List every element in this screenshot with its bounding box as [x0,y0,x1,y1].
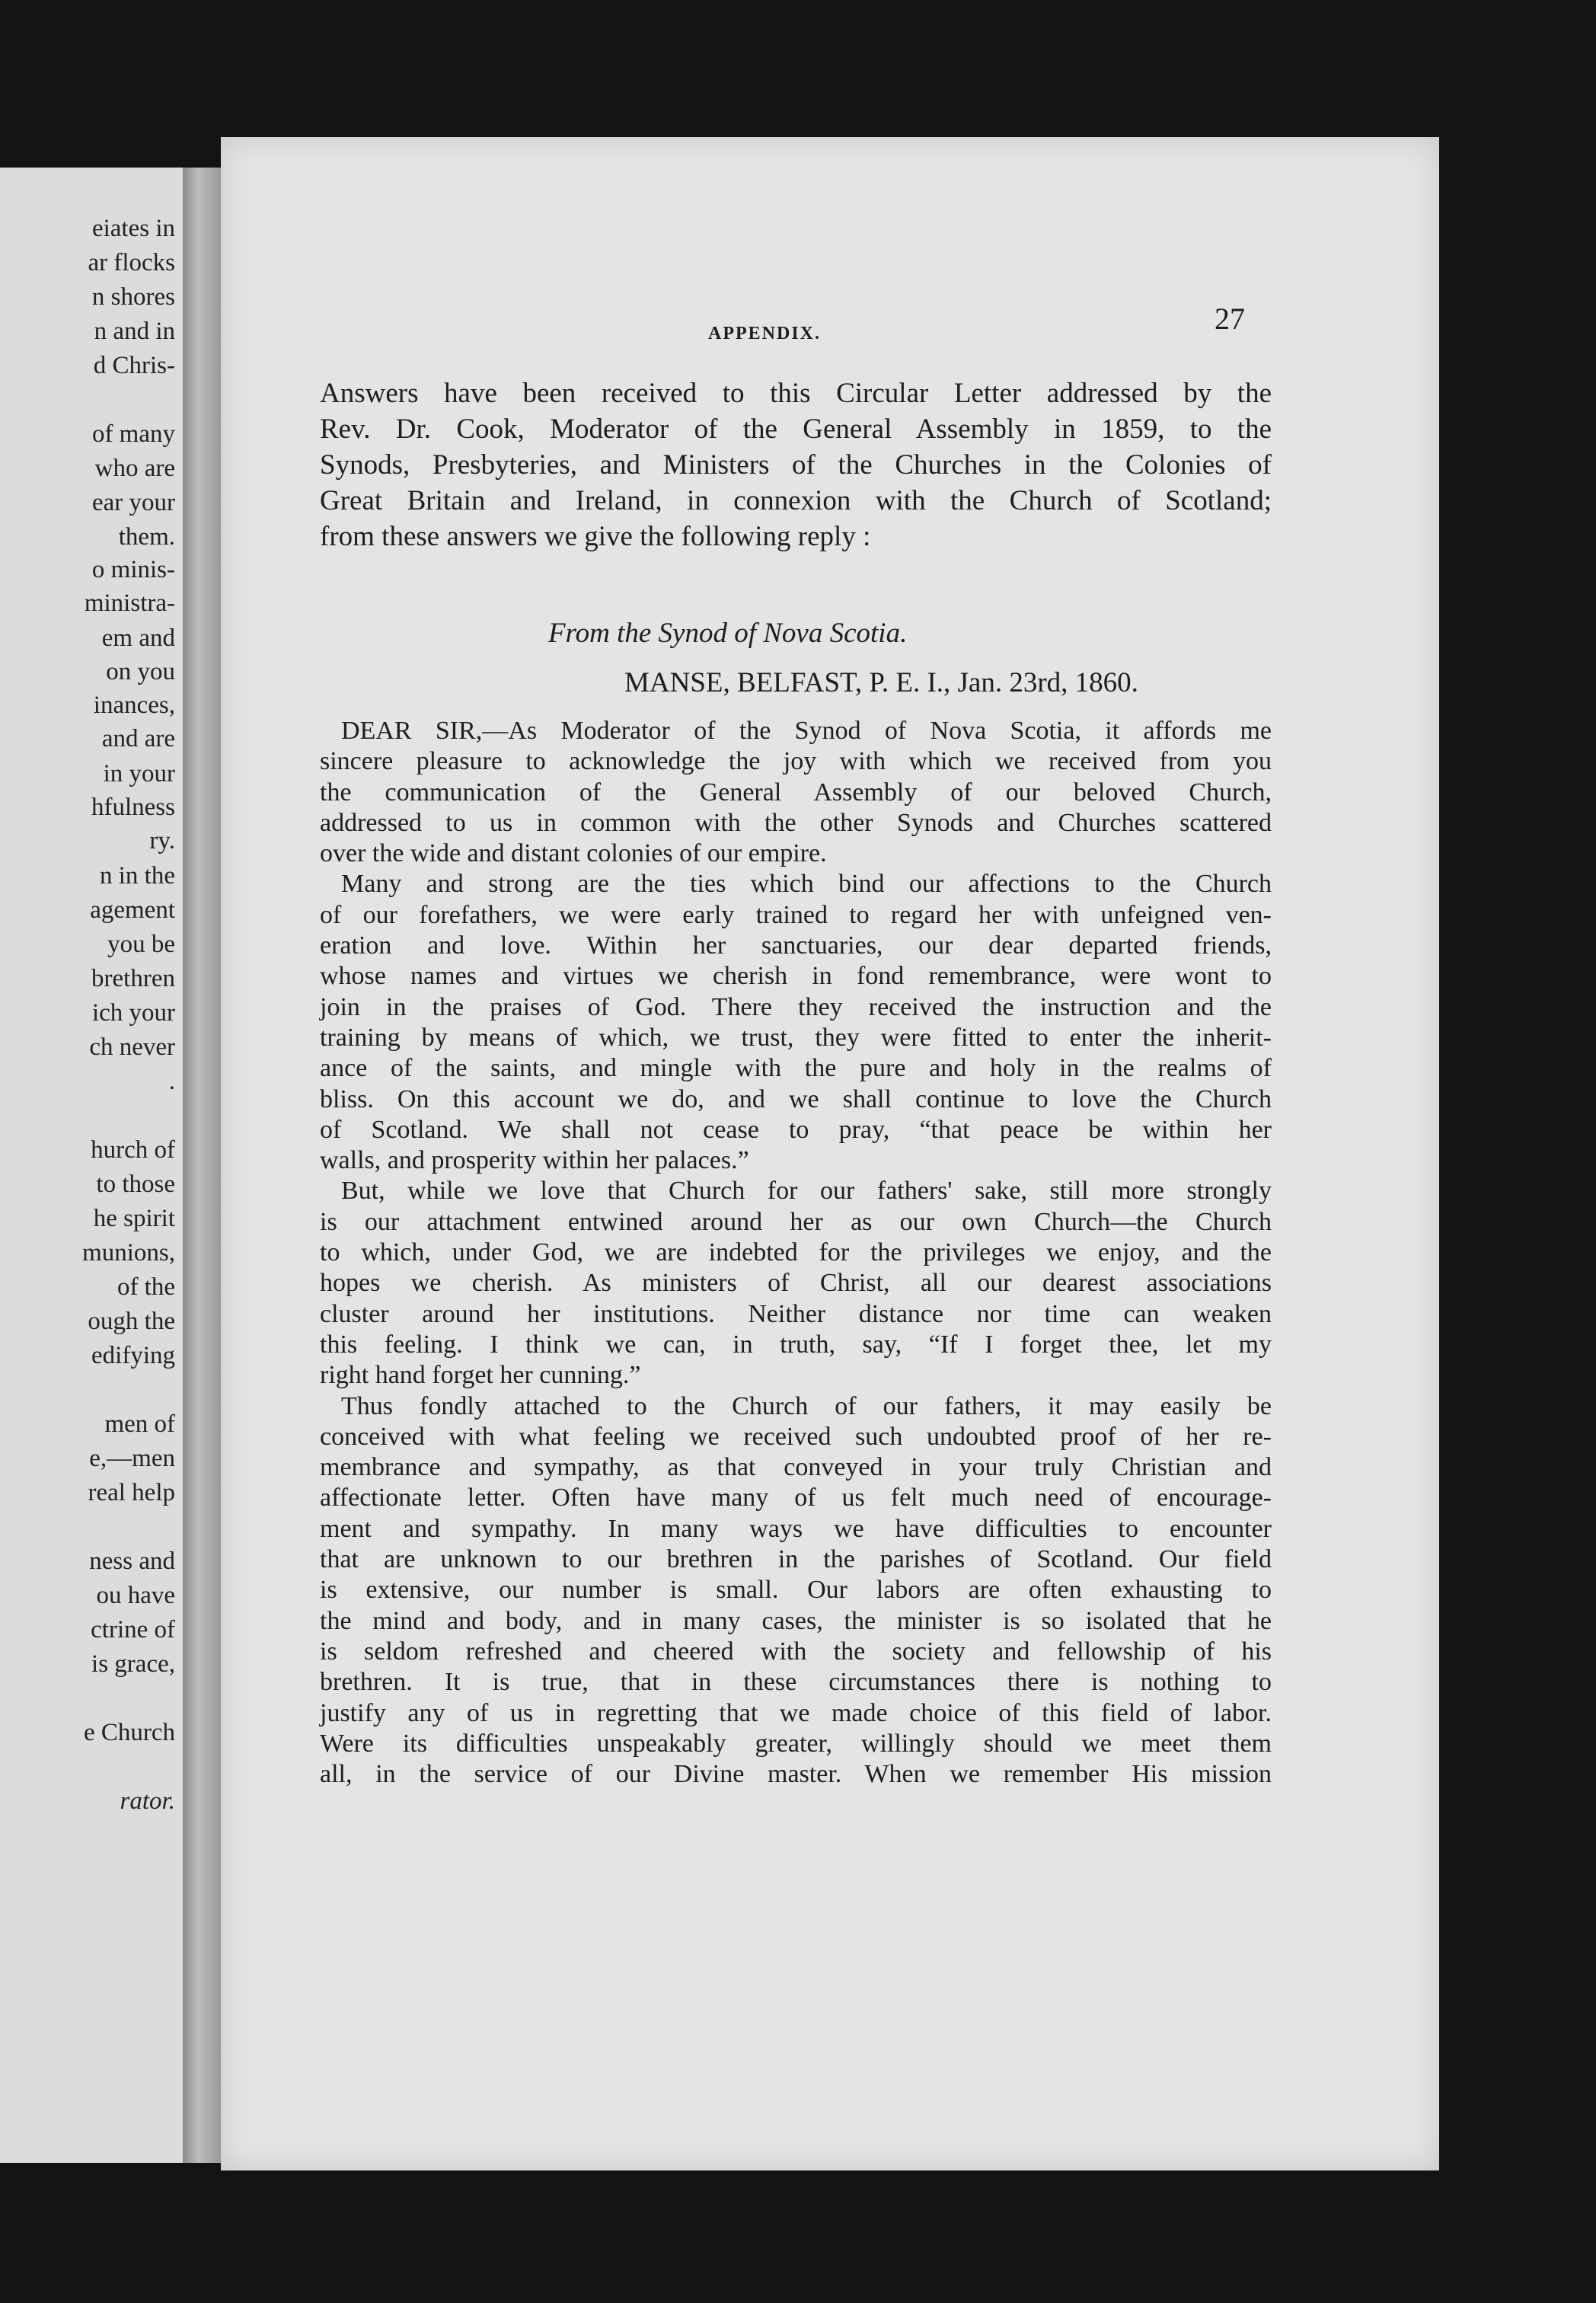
text-line: Thus fondly attached to the Church of our fathers, it may easily be [341,1391,1272,1420]
text-line: cluster around her institutions. Neither distance nor time can weaken [320,1299,1272,1328]
facing-page-line: ar flocks [88,249,175,276]
facing-page-line: n shores [91,283,175,311]
facing-page-line: ear your [91,489,175,516]
facing-page-line: agement [90,896,175,924]
text-line: Many and strong are the ties which bind our affections to the Church [341,870,1272,899]
facing-page-line: of the [117,1273,175,1301]
text-line: from these answers we give the following reply : [320,521,871,552]
salutation: DEAR SIR, [341,717,483,745]
text-line: eration and love. Within her sanctuaries, our dear departed friends, [320,931,1272,960]
text-line: this feeling. I think we can, in truth, say, “If I forget thee, let my [320,1330,1272,1359]
facing-page-line: e Church [83,1719,175,1746]
facing-page-line: ich your [91,999,175,1027]
text-line: the mind and body, and in many cases, the minister is so isolated that he [320,1606,1272,1635]
text-line: right hand forget her cunning.” [320,1361,641,1390]
facing-page-line: n and in [94,318,175,345]
text-line: addressed to us in common with the other Synods and Churches scattered [320,808,1272,837]
facing-page-line: brethren [91,965,175,992]
facing-page-line: in your [103,760,175,787]
facing-page-line: munions, [82,1239,175,1266]
section-heading: From the Synod of Nova Scotia. [548,618,908,649]
facing-page-line: on you [106,658,175,685]
text-line: Answers have been received to this Circular Letter addressed by the [320,378,1272,409]
page-number: 27 [1215,302,1245,336]
facing-page-line: ry. [149,827,175,854]
facing-page-line: he spirit [93,1205,175,1232]
text-line: affectionate letter. Often have many of us felt much need of encourage- [320,1484,1272,1512]
text-line: Rev. Dr. Cook, Moderator of the General Assembly in 1859, to the [320,414,1272,445]
header-label: APPENDIX. [708,324,821,343]
text-line: all, in the service of our Divine master. When we remember His mission [320,1760,1272,1789]
intro-paragraph [320,375,1272,554]
text-line: bliss. On this account we do, and we shall continue to love the Church [320,1084,1272,1113]
text-line: that are unknown to our brethren in the parishes of Scotland. Our field [320,1545,1272,1574]
text-line: walls, and prosperity within her palaces.” [320,1146,749,1175]
facing-page-line: ness and [89,1548,175,1575]
facing-page-line: who are [94,455,175,482]
text-line: of Scotland. We shall not cease to pray, “that peace be within her [320,1115,1272,1144]
facing-page [0,168,183,2163]
facing-page-line: inances, [93,692,175,719]
facing-page-line: n in the [100,862,175,890]
text-line: conceived with what feeling we received such undoubted proof of her re- [320,1422,1272,1451]
text-line: membrance and sympathy, as that conveyed in your truly Christian and [320,1453,1272,1482]
letter-body [320,716,1272,1790]
text-line: But, while we love that Church for our fathers' sake, still more strongly [341,1177,1272,1206]
text-line: Were its difficulties unspeakably greater, willingly should we meet them [320,1729,1272,1758]
facing-page-line: is grace, [91,1650,175,1678]
facing-page-line: ough the [88,1308,175,1335]
text-line: of our forefathers, we were early trained to regard her with unfeigned ven- [320,900,1272,929]
text-line: the communication of the General Assembly of our beloved Church, [320,778,1272,807]
facing-page-line: ministra- [84,589,175,617]
facing-page-line: edifying [91,1342,175,1369]
text-line: justify any of us in regretting that we made choice of this field of labor. [320,1698,1272,1727]
text-line: ment and sympathy. In many ways we have difficulties to encounter [320,1514,1272,1543]
facing-page-line: of many [91,420,175,448]
facing-page-line: d Chris- [93,352,175,379]
facing-page-line: o minis- [91,556,175,583]
letter-dateline: MANSE, BELFAST, P. E. I., Jan. 23rd, 1860. [624,667,1138,698]
text-line: sincere pleasure to acknowledge the joy with which we received from you [320,747,1272,776]
facing-page-line: eiates in [91,215,175,242]
facing-page-line: ou have [96,1582,175,1609]
text-line: Synods, Presbyteries, and Ministers of the Churches in the Colonies of [320,449,1272,481]
text-line: whose names and virtues we cherish in fond remembrance, were wont to [320,962,1272,991]
facing-page-line: hurch of [91,1136,175,1164]
facing-page-line: e,—men [89,1445,175,1472]
facing-page-line: and are [101,725,175,752]
text-line: over the wide and distant colonies of our empire. [320,839,827,868]
text-line: to which, under God, we are indebted for the privileges we enjoy, and the [320,1238,1272,1267]
facing-page-line: em and [101,624,175,652]
facing-page-line: . [168,1068,175,1095]
text-line: training by means of which, we trust, they were fitted to enter the inherit- [320,1023,1272,1052]
facing-page-line: real help [88,1479,175,1506]
facing-page-line: ch never [89,1033,175,1061]
facing-page-line: hfulness [91,794,175,821]
text-line: Great Britain and Ireland, in connexion with the Church of Scotland; [320,485,1272,516]
text-line-rest: —As Moderator of the Synod of Nova Scotia, it affords me [482,717,1272,745]
text-line: is seldom refreshed and cheered with the society and fellowship of his [320,1637,1272,1666]
facing-page-line: ctrine of [91,1616,175,1643]
text-line [320,716,1272,746]
text-line: hopes we cherish. As ministers of Christ, all our dearest associations [320,1269,1272,1298]
text-line: is our attachment entwined around her as our own Church—the Church [320,1207,1272,1236]
book-gutter [183,168,221,2163]
text-line: brethren. It is true, that in these circumstances there is nothing to [320,1668,1272,1697]
text-line: is extensive, our number is small. Our labors are often exhausting to [320,1576,1272,1605]
facing-page-line: them. [118,523,175,551]
facing-page-line: men of [104,1410,175,1438]
text-line: ance of the saints, and mingle with the pure and holy in the realms of [320,1054,1272,1083]
facing-page-line: to those [96,1171,175,1198]
text-line: join in the praises of God. There they received the instruction and the [320,992,1272,1021]
facing-page-line: you be [107,931,175,958]
facing-page-line: rator. [120,1787,175,1815]
